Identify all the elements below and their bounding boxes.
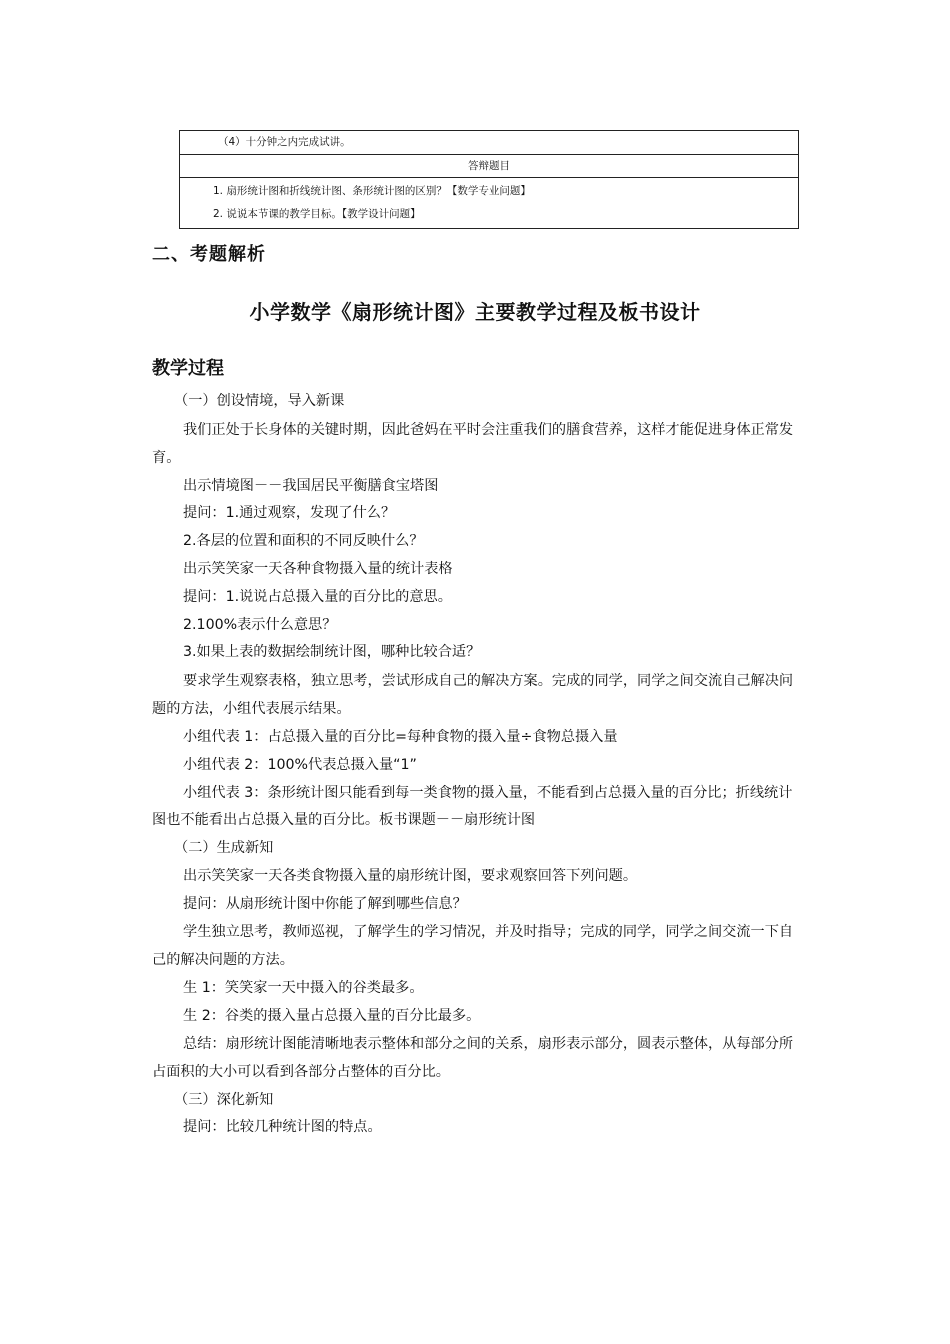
paragraph-line: 我们正处于长身体的关键时期，因此爸妈在平时会注重我们的膳食营养，这样才能促进身体正常发: [183, 422, 794, 438]
paragraph-line: 3.如果上表的数据绘制统计图，哪种比较合适？: [183, 644, 481, 660]
paragraph-line: 图也不能看出占总摄入量的百分比。板书课题－－扇形统计图: [152, 812, 536, 828]
step-heading-3: （三）深化新知: [174, 1092, 274, 1108]
sub-heading: 教学过程: [152, 358, 224, 379]
paragraph-line: 总结：扇形统计图能清晰地表示整体和部分之间的关系，扇形表示部分，圆表示整体，从每部分所: [183, 1036, 794, 1052]
paragraph-line: 生 1：笑笑家一天中摄入的谷类最多。: [183, 980, 424, 996]
paragraph-line: 生 2：谷类的摄入量占总摄入量的百分比最多。: [183, 1008, 481, 1024]
paragraph-line: 2.各层的位置和面积的不同反映什么？: [183, 533, 424, 549]
paragraph-line: 提问：从扇形统计图中你能了解到哪些信息？: [183, 896, 467, 912]
paragraph-line: 要求学生观察表格，独立思考，尝试形成自己的解决方案。完成的同学，同学之间交流自己解决问: [183, 673, 794, 689]
paragraph-line: 占面积的大小可以看到各部分占整体的百分比。: [152, 1064, 450, 1080]
step-heading-1: （一）创设情境，导入新课: [174, 393, 345, 409]
exam-table: [179, 130, 799, 229]
section-heading: 二、考题解析: [152, 244, 266, 265]
table-header-defense: 答辩题目: [180, 154, 798, 177]
page-title: 小学数学《扇形统计图》主要教学过程及板书设计: [249, 300, 701, 324]
paragraph-line: 己的解决问题的方法。: [152, 952, 294, 968]
paragraph-line: 育。: [152, 450, 181, 466]
table-question-2: 2. 说说本节课的教学目标。【教学设计问题】: [213, 208, 421, 220]
paragraph-line: 题的方法，小组代表展示结果。: [152, 701, 351, 717]
paragraph-line: 小组代表 2：100%代表总摄入量“1”: [183, 757, 417, 773]
table-question-1: 1. 扇形统计图和折线统计图、条形统计图的区别？【数学专业问题】: [213, 185, 531, 197]
paragraph-line: 提问：1.说说占总摄入量的百分比的意思。: [183, 589, 452, 605]
paragraph-line: 出示情境图－－我国居民平衡膳食宝塔图: [183, 478, 439, 494]
paragraph-line: 出示笑笑家一天各类食物摄入量的扇形统计图，要求观察回答下列问题。: [183, 868, 638, 884]
paragraph-line: 小组代表 3：条形统计图只能看到每一类食物的摄入量，不能看到占总摄入量的百分比；折线统计: [183, 785, 793, 801]
table-row-requirement: （4）十分钟之内完成试讲。: [218, 136, 351, 148]
paragraph-line: 提问：1.通过观察，发现了什么？: [183, 505, 396, 521]
paragraph-line: 出示笑笑家一天各种食物摄入量的统计表格: [183, 561, 453, 577]
paragraph-line: 2.100%表示什么意思？: [183, 617, 337, 633]
paragraph-line: 学生独立思考，教师巡视，了解学生的学习情况，并及时指导；完成的同学，同学之间交流一下自: [183, 924, 794, 940]
paragraph-line: 小组代表 1：占总摄入量的百分比=每种食物的摄入量÷食物总摄入量: [183, 729, 618, 745]
table-questions: [180, 177, 798, 228]
step-heading-2: （二）生成新知: [174, 840, 274, 856]
paragraph-line: 提问：比较几种统计图的特点。: [183, 1119, 382, 1135]
